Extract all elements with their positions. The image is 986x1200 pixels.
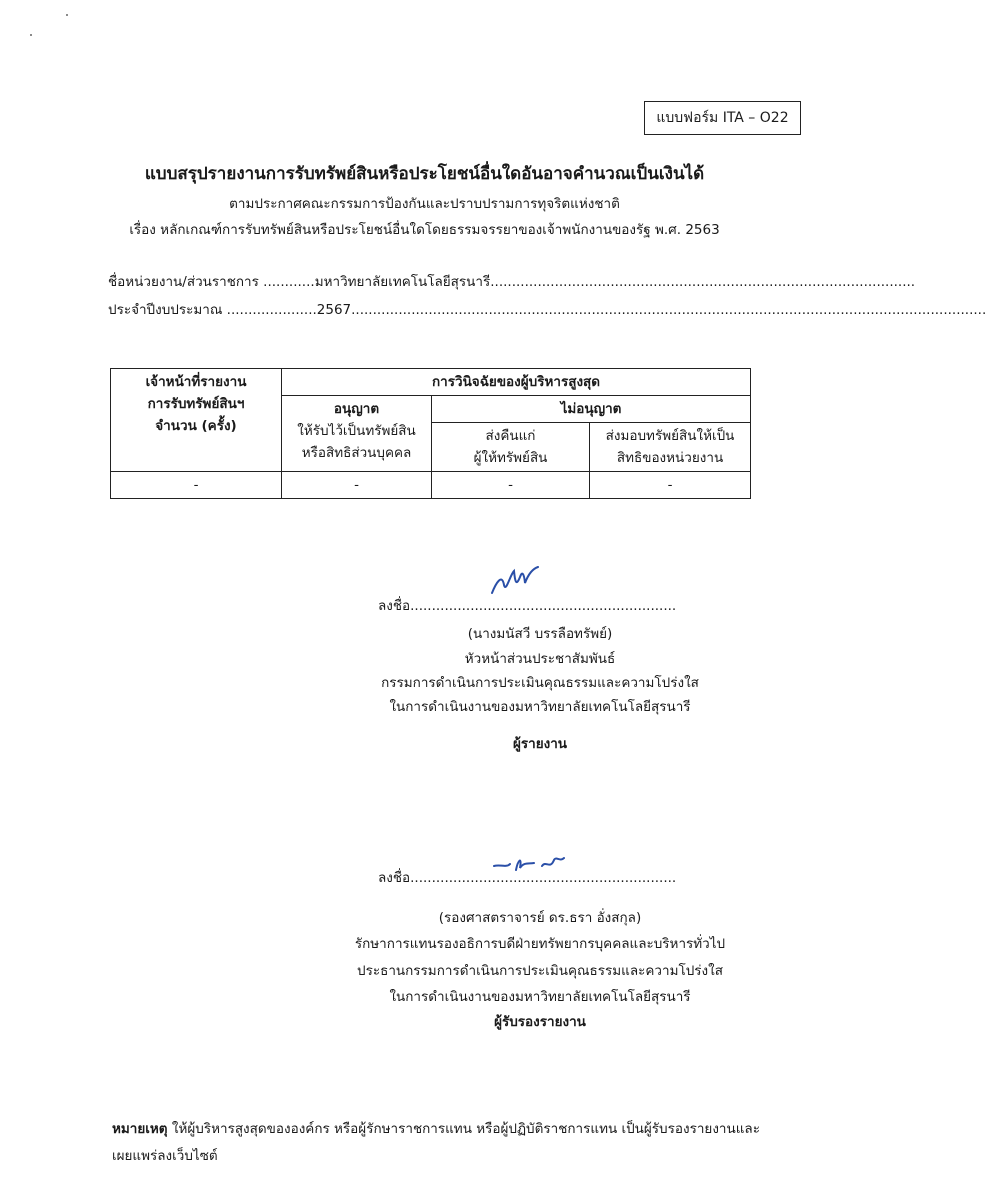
table-row	[111, 472, 751, 499]
allow-title: อนุญาต	[333, 401, 380, 417]
approver-committee: ประธานกรรมการดำเนินการประเมินคุณธรรมและความโปร่งใส	[357, 963, 723, 979]
fiscal-year-value: 2567	[316, 302, 352, 318]
table-cell: -	[432, 472, 590, 499]
form-code-box: แบบฟอร์ม ITA – O22	[644, 101, 801, 135]
transfer-line: สิทธิของหน่วยงาน	[616, 450, 724, 466]
transfer-line: ส่งมอบทรัพย์สินให้เป็น	[605, 428, 735, 444]
footnote	[112, 1116, 772, 1170]
reporter-organization: ในการดำเนินงานของมหาวิทยาลัยเทคโนโลยีสุรนารี	[389, 699, 691, 715]
fiscal-year-label: ประจำปีงบประมาณ .....................	[108, 302, 317, 318]
approver-position: รักษาการแทนรองอธิการบดีฝ่ายทรัพยากรบุคคลและบริหารทั่วไป	[354, 936, 726, 952]
document-subtitle: ตามประกาศคณะกรรมการป้องกันและปราบปรามการทุจริตแห่งชาติ	[229, 196, 620, 212]
header-line: จำนวน (ครั้ง)	[155, 418, 237, 434]
reporter-role: ผู้รายงาน	[512, 736, 568, 752]
deny-header: ไม่อนุญาต	[432, 396, 751, 423]
decision-header: การวินิจฉัยของผู้บริหารสูงสุด	[282, 369, 751, 396]
approver-organization: ในการดำเนินงานของมหาวิทยาลัยเทคโนโลยีสุรนารี	[389, 989, 691, 1005]
table-cell: -	[111, 472, 282, 499]
document-title: แบบสรุปรายงานการรับทรัพย์สินหรือประโยชน์อื่นใดอันอาจคำนวณเป็นเงินได้	[144, 164, 705, 184]
scan-speck	[30, 34, 32, 36]
footnote-label: หมายเหตุ	[112, 1121, 168, 1137]
table-cell: -	[590, 472, 751, 499]
sign-label: ลงชื่อ	[378, 870, 411, 886]
reporter-name: (นางมนัสวี บรรลือทรัพย์)	[467, 626, 613, 642]
footnote-text: ให้ผู้บริหารสูงสุดขององค์กร หรือผู้รักษาราชการแทน หรือผู้ปฏิบัติราชการแทน เป็นผู้รับรองรายงานและเผยแพร่ลงเว็บไซต์	[112, 1121, 760, 1164]
approver-sign-line: ลงชื่อ..............................................................	[378, 870, 677, 886]
approver-role: ผู้รับรองรายงาน	[494, 1014, 586, 1030]
reporter-committee: กรรมการดำเนินการประเมินคุณธรรมและความโปร่งใส	[381, 675, 699, 691]
return-header	[432, 423, 590, 472]
fiscal-year-field: ประจำปีงบประมาณ .....................2567....................................................................................................................................................	[108, 302, 986, 318]
allow-line: หรือสิทธิส่วนบุคคล	[301, 445, 412, 461]
approver-name: (รองศาสตราจารย์ ดร.ธรา อั่งสกุล)	[438, 910, 642, 926]
transfer-header	[590, 423, 751, 472]
table-cell: -	[282, 472, 432, 499]
reporter-position: หัวหน้าส่วนประชาสัมพันธ์	[464, 651, 616, 667]
agency-value: มหาวิทยาลัยเทคโนโลยีสุรนารี	[314, 274, 491, 290]
return-line: ผู้ให้ทรัพย์สิน	[473, 450, 548, 466]
report-table	[110, 368, 751, 499]
allow-line: ให้รับไว้เป็นทรัพย์สิน	[297, 423, 416, 439]
scan-speck	[66, 14, 68, 16]
agency-label: ชื่อหน่วยงาน/ส่วนราชการ ............	[108, 274, 315, 290]
return-line: ส่งคืนแก่	[485, 428, 536, 444]
document-subject: เรื่อง หลักเกณฑ์การรับทรัพย์สินหรือประโยชน์อื่นใดโดยธรรมจรรยาของเจ้าพนักงานของรัฐ พ.ศ. 2563	[129, 222, 720, 238]
agency-field: ชื่อหน่วยงาน/ส่วนราชการ ............มหาวิทยาลัยเทคโนโลยีสุรนารี...................................................................................................	[108, 274, 916, 290]
reporter-sign-line: ลงชื่อ..............................................................	[378, 598, 677, 614]
header-line: เจ้าหน้าที่รายงาน	[145, 374, 247, 390]
allow-header	[282, 396, 432, 472]
sign-label: ลงชื่อ	[378, 598, 411, 614]
header-line: การรับทรัพย์สินฯ	[147, 396, 245, 412]
reporter-count-header	[111, 369, 282, 472]
